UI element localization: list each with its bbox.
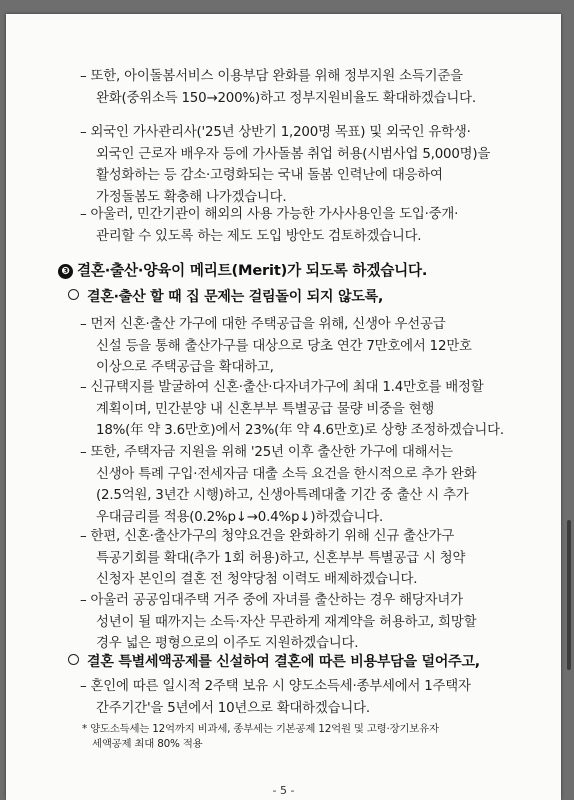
text-line: – 신규택지를 발굴하여 신혼·출산·다자녀가구에 최대 1.4만호를 배정할: [80, 380, 484, 395]
paragraph-housing-loan: [80, 442, 476, 528]
text-line: 이상으로 주택공급을 확대하고,: [96, 360, 274, 375]
text-line: 신생아 특례 구입·전세자금 대출 소득 요건을 한시적으로 추가 완화: [96, 466, 477, 482]
paragraph-two-houses: [80, 676, 471, 719]
text-line: – 외국인 가사관리사('25년 상반기 1,200명 목표) 및 외국인 유학생·: [80, 125, 471, 140]
text-line: – 아울러, 민간기관이 해외의 사용 가능한 가사사용인을 도입·중개·: [80, 207, 459, 222]
text-line: – 혼인에 따른 일시적 2주택 보유 시 양도소득세·종부세에서 1주택자: [80, 679, 471, 694]
text-line: 우대금리를 적용(0.2%p↓→0.4%p↓)하겠습니다.: [96, 509, 384, 525]
paragraph-subscription: [80, 526, 465, 591]
text-line: 가정돌봄도 확충해 나가겠습니다.: [96, 189, 287, 205]
text-line: – 또한, 아이돌봄서비스 이용부담 완화를 위해 정부지원 소득기준을: [80, 69, 463, 84]
paragraph-public-rental: [80, 590, 476, 655]
circle-bullet-icon: [68, 654, 79, 665]
section-number-marker: ❸: [58, 264, 73, 279]
scrollbar-thumb[interactable]: [567, 520, 571, 670]
paragraph-childcare-support: [80, 66, 476, 109]
footnote-line: * 양도소득세는 12억까지 비과세, 종부세는 기본공제 12억원 및 고령·장기보유자: [82, 723, 439, 735]
subheading-housing: [68, 287, 383, 309]
text-line: – 또한, 주택자금 지원을 위해 '25년 이후 출산한 가구에 대해서는: [80, 445, 453, 460]
section-heading-merit: [58, 260, 427, 282]
text-line: 관리할 수 있도록 하는 제도 도입 방안도 검토하겠습니다.: [96, 228, 422, 244]
text-line: 활성화하는 등 감소·고령화되는 국내 돌봄 인력난에 대응하여: [96, 168, 443, 183]
subheading-marriage-tax: [68, 652, 480, 674]
footnote-line: 세액공제 최대 80% 적용: [92, 738, 203, 750]
paragraph-new-land: [80, 377, 504, 442]
paragraph-foreign-housekeepers: [80, 122, 490, 208]
paragraph-private-agency: [80, 204, 458, 247]
footnote: [82, 722, 439, 752]
page-number: - 5 -: [272, 784, 295, 797]
text-line: 신청자 본인의 결혼 전 청약당첨 이력도 배제하겠습니다.: [96, 572, 418, 587]
text-line: – 한편, 신혼·출산가구의 청약요건을 완화하기 위해 신규 출산가구: [80, 529, 455, 544]
heading-text: 결혼·출산·양육이 메리트(Merit)가 되도록 하겠습니다.: [77, 262, 428, 279]
text-line: (2.5억원, 3년간 시행)하고, 신생아특례대출 기간 중 출산 시 추가: [96, 488, 469, 503]
text-line: 18%(年 약 3.6만호)에서 23%(年 약 4.6만호)로 상향 조정하겠습니다.: [96, 423, 504, 438]
document-page: [6, 14, 561, 800]
text-line: 성년이 될 때까지는 소득·자산 무관하게 재계약을 허용하고, 희망할: [96, 614, 477, 630]
text-line: 완화(중위소득 150→200%)하고 정부지원비율도 확대하겠습니다.: [96, 90, 476, 106]
text-line: 신설 등을 통해 출산가구를 대상으로 당초 연간 7만호에서 12만호: [96, 338, 472, 354]
text-line: 경우 넓은 평형으로의 이주도 지원하겠습니다.: [96, 636, 359, 651]
text-line: 간주기간'을 5년에서 10년으로 확대하겠습니다.: [96, 700, 370, 716]
heading-text: 결혼·출산 할 때 집 문제는 걸림돌이 되지 않도록,: [87, 289, 384, 305]
text-line: 특공기회를 확대(추가 1회 허용)하고, 신혼부부 특별공급 시 청약: [96, 550, 466, 566]
text-line: – 먼저 신혼·출산 가구에 대한 주택공급을 위해, 신생아 우선공급: [80, 317, 446, 332]
text-line: 계획이며, 민간분양 내 신혼부부 특별공급 물량 비중을 현행: [96, 401, 435, 417]
paragraph-housing-supply: [80, 314, 472, 379]
text-line: – 아울러 공공임대주택 거주 중에 자녀를 출산하는 경우 해당자녀가: [80, 593, 463, 608]
heading-text: 결혼 특별세액공제를 신설하여 결혼에 따른 비용부담을 덜어주고,: [87, 654, 480, 670]
text-line: 외국인 근로자 배우자 등에 가사돌봄 취업 허용(시범사업 5,000명)을: [96, 146, 491, 162]
circle-bullet-icon: [68, 289, 79, 300]
